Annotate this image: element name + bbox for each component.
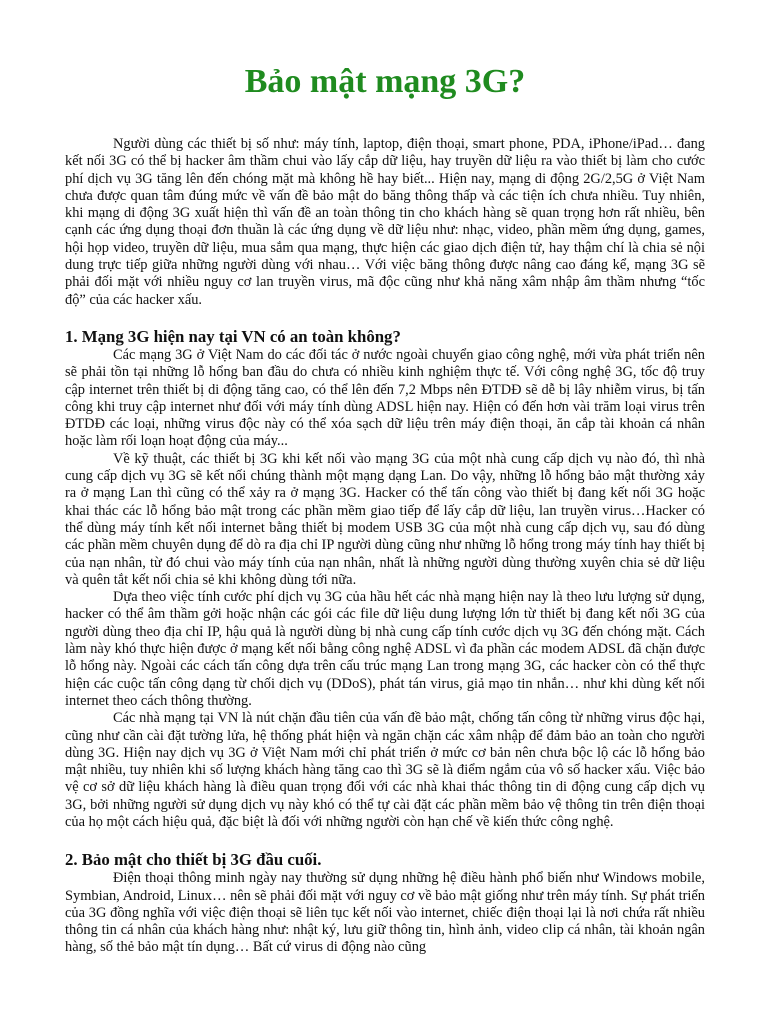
section1-paragraph: Dựa theo việc tính cước phí dịch vụ 3G của hầu hết các nhà mạng hiện nay là theo lưu lượng sử dụng, hacker có thể âm thầm gởi hoặc nhận các gói các file dữ liệu dung lượng lớn từ thiết bị đang kết nối 3G của người dùng theo địa chỉ IP, hậu quả là người dùng bị nhà cung cấp tính cước dịch vụ 3G đến chóng mặt. Cách làm này khó thực hiện được ở mạng kết nối bằng công nghệ ADSL vì đa phần các modem ADSL đã chặn được lỗ hổng này. Ngoài các cách tấn công dựa trên cấu trúc mạng Lan trong mạng 3G, các hacker còn có thể thực hiện các cuộc tấn công dạng từ chối dịch vụ (DDoS), phát tán virus, giả mạo tin nhắn… như khi dùng kết nối internet theo cách thông thường. xyxy=(65,589,705,709)
section1-paragraph: Các mạng 3G ở Việt Nam do các đối tác ở nước ngoài chuyển giao công nghệ, mới vừa phát triển nên sẽ phải tồn tại những lỗ hổng ban đầu do chưa có nhiều kinh nghiệm thực tế. Với công nghệ 3G, tốc độ truy cập internet trên thiết bị di động tăng cao, có thể lên đến 7,2 Mbps nên ĐTDĐ sẽ dễ bị lây nhiễm virus, bị tấn công khi truy cập internet như đối với máy tính dùng ADSL hiện nay. Hiện có đến hơn vài trăm loại virus trên ĐTDĐ các loại, những virus độc này có thể xóa sạch dữ liệu trên máy điện thoại, ăn cắp tài khoản cá nhân hoặc làm rối loạn hoạt động của máy... xyxy=(65,346,705,450)
section-heading-1: 1. Mạng 3G hiện nay tại VN có an toàn không? xyxy=(65,326,401,346)
intro-paragraph: Người dùng các thiết bị số như: máy tính, laptop, điện thoại, smart phone, PDA, iPhone/iPad… đang kết nối 3G có thể bị hacker âm thầm chui vào lấy cắp dữ liệu, hay truyền dữ liệu ra vào thiết bị làm cho cước phí dịch vụ 3G tăng lên đến chóng mặt mà không hề hay biết... Hiện nay, mạng di động 2G/2,5G ở Việt Nam chưa được quan tâm đúng mức về vấn đề bảo mật do băng thông thấp và các tiện ích chưa nhiều. Tuy nhiên, khi mạng di động 3G xuất hiện thì vấn đề an toàn thông tin cho khách hàng sẽ quan trọng hơn rất nhiều, bên cạnh các ứng dụng thoại đơn thuần là các ứng dụng về dữ liệu như: nhạc, video, phần mềm ứng dụng, games, hội họp video, truyền dữ liệu, mua sắm qua mạng, thực hiện các giao dịch điện tử, hay thậm chí là chia sẻ nội dung trực tiếp giữa những người dùng với nhau… Với việc băng thông được nâng cao đáng kể, mạng 3G sẽ phải đối mặt với nhiều nguy cơ lan truyền virus, mã độc cũng như khả năng xâm nhập âm thầm nhưng “tốc độ” của các hacker xấu. xyxy=(65,136,705,308)
section2-paragraph: Điện thoại thông minh ngày nay thường sử dụng những hệ điều hành phổ biến như Windows mobile, Symbian, Android, Linux… nên sẽ phải đối mặt với nguy cơ về bảo mật giống như trên máy tính. Sự phát triển của 3G đồng nghĩa với việc điện thoại sẽ liên tục kết nối vào internet, chiếc điện thoại lại là nơi chứa rất nhiều thông tin cá nhân của khách hàng như: nhật ký, lưu giữ thông tin, hình ảnh, video clip cá nhân, tài khoản ngân hàng, số thẻ bảo mật tín dụng… Bất cứ virus di động nào cũng xyxy=(65,870,705,956)
document-title: Bảo mật mạng 3G? xyxy=(244,63,526,100)
section1-paragraph: Các nhà mạng tại VN là nút chặn đầu tiên của vấn đề bảo mật, chống tấn công từ những virus độc hại, cũng như cần cài đặt tường lửa, hệ thống phát hiện và ngăn chặn các xâm nhập để đảm bảo an toàn cho người dùng 3G. Hiện nay dịch vụ 3G ở Việt Nam mới chỉ phát triển ở mức cơ bản nên chưa bộc lộ các lỗ hổng bảo mật nhiều, tuy nhiên khi số lượng khách hàng tăng cao thì 3G sẽ là điểm ngắm của vô số hacker xấu. Việc bảo vệ cơ sở dữ liệu khách hàng là điều quan trọng đối với các nhà khai thác thông tin di động cung cấp dịch vụ 3G, bởi những người sử dụng dịch vụ này khó có thể tự cài đặt các phần mềm bảo vệ thông tin trên điện thoại của họ một cách hiệu quả, đặc biệt là đối với những người còn hạn chế về kiến thức công nghệ. xyxy=(65,710,705,830)
section1-paragraph: Về kỹ thuật, các thiết bị 3G khi kết nối vào mạng 3G của một nhà cung cấp dịch vụ nào đó, thì nhà cung cấp dịch vụ 3G sẽ kết nối chúng thành một mạng dạng Lan. Do vậy, những lỗ hổng bảo mật thường xảy ra ở mạng Lan thì cũng có thể xảy ra ở mạng 3G. Hacker có thể tấn công vào thiết bị đang kết nối 3G hoặc khai thác các lỗ hổng bảo mật trong các phần mềm giao tiếp để lấy cắp dữ liệu, lan truyền virus…Hacker có thể dùng máy tính kết nối internet bằng thiết bị modem USB 3G của một nhà cung cấp dịch vụ, sau đó dùng các phần mềm chuyên dụng để dò ra địa chỉ IP người dùng cũng như những lỗ hổng trong máy tính hay thiết bị của nạn nhân, từ đó chui vào máy tính của nạn nhân, nhất là những người dùng thường xuyên chia sẻ dữ liệu và quên tắt kết nối chia sẻ khi không dùng tới nữa. xyxy=(65,450,705,588)
section-heading-2: 2. Bảo mật cho thiết bị 3G đầu cuối. xyxy=(65,850,322,870)
